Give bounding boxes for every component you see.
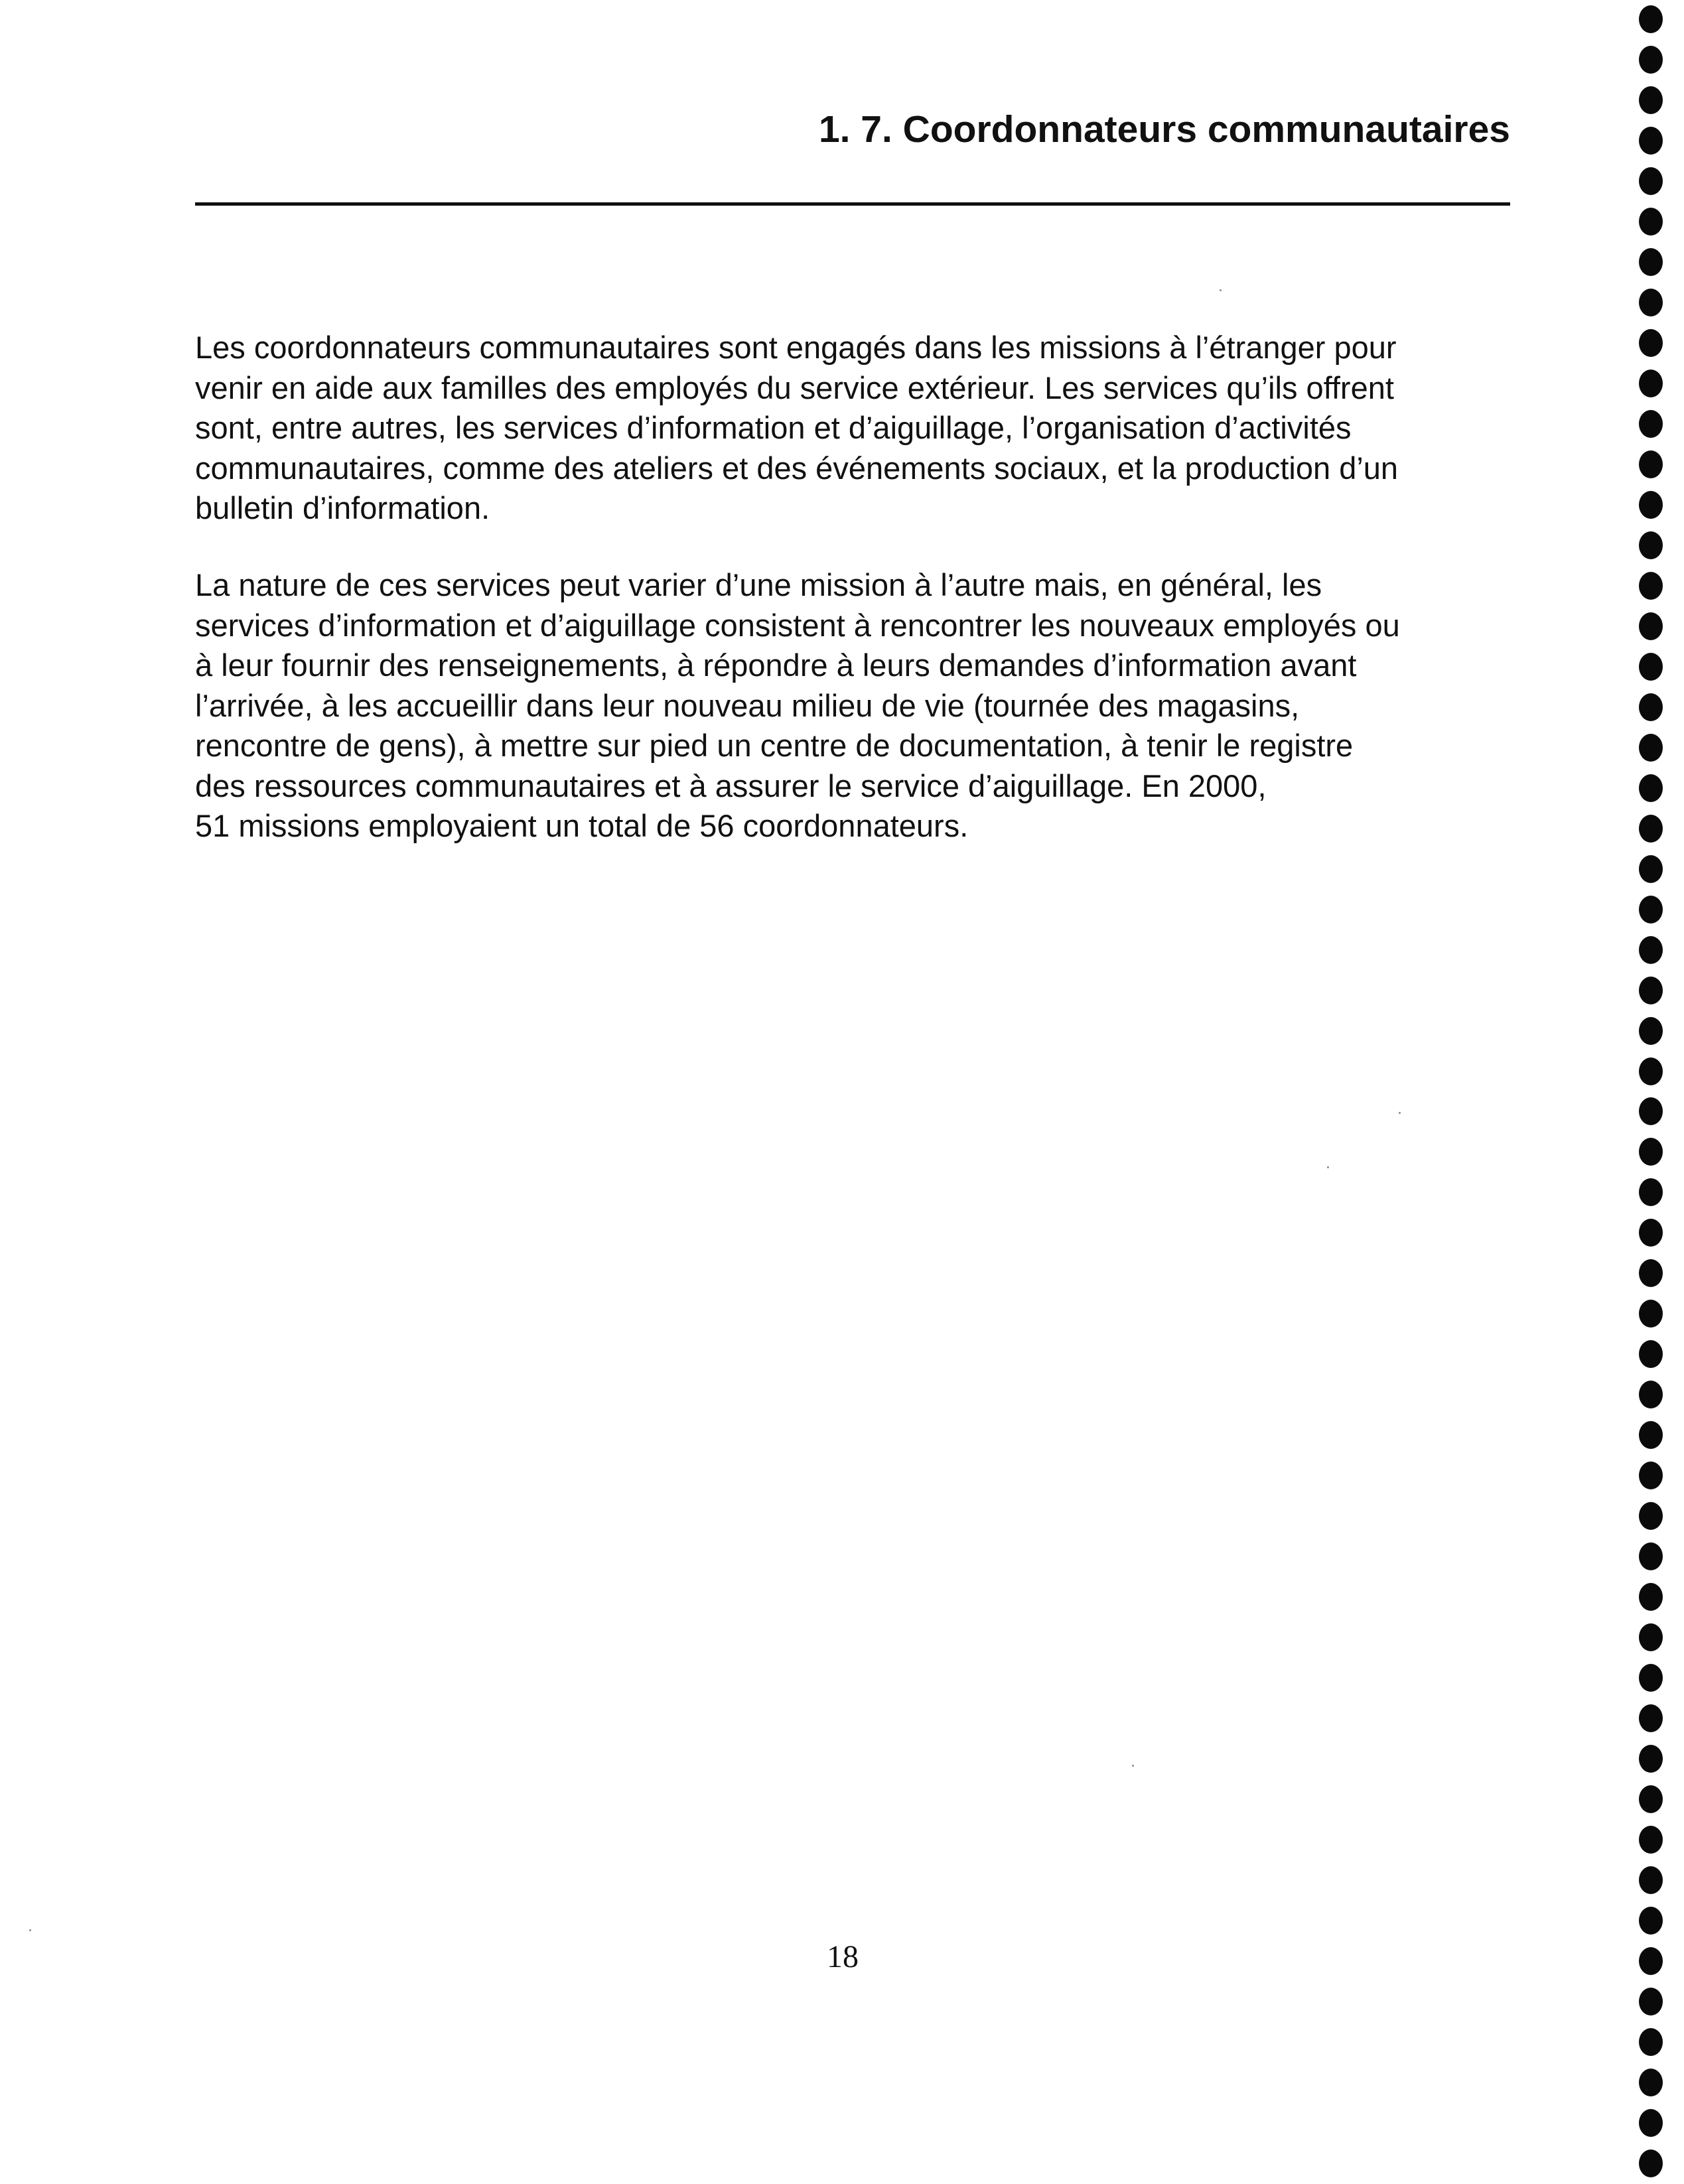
page-number: 18 — [827, 1939, 859, 1974]
binding-hole — [1639, 2109, 1663, 2137]
spiral-binding-holes — [1639, 0, 1665, 2184]
binding-hole — [1639, 936, 1663, 964]
binding-hole — [1639, 1785, 1663, 1813]
scan-speck — [1220, 289, 1222, 291]
binding-hole — [1639, 1017, 1663, 1045]
binding-hole — [1639, 167, 1663, 195]
binding-hole — [1639, 1381, 1663, 1408]
binding-hole — [1639, 572, 1663, 600]
binding-hole — [1639, 896, 1663, 923]
binding-hole — [1639, 208, 1663, 236]
binding-hole — [1639, 450, 1663, 478]
binding-hole — [1639, 329, 1663, 357]
binding-hole — [1639, 653, 1663, 681]
binding-hole — [1639, 977, 1663, 1004]
binding-hole — [1639, 248, 1663, 276]
binding-hole — [1639, 46, 1663, 74]
binding-hole — [1639, 370, 1663, 397]
binding-hole — [1639, 734, 1663, 762]
binding-hole — [1639, 1462, 1663, 1489]
binding-hole — [1639, 855, 1663, 883]
binding-hole — [1639, 1259, 1663, 1287]
binding-hole — [1639, 1947, 1663, 1975]
binding-hole — [1639, 1866, 1663, 1894]
binding-hole — [1639, 1623, 1663, 1651]
binding-hole — [1639, 1178, 1663, 1206]
binding-hole — [1639, 1907, 1663, 1935]
binding-hole — [1639, 289, 1663, 316]
binding-hole — [1639, 1583, 1663, 1611]
binding-hole — [1639, 1097, 1663, 1125]
binding-hole — [1639, 410, 1663, 438]
binding-hole — [1639, 127, 1663, 155]
binding-hole — [1639, 815, 1663, 843]
binding-hole — [1639, 2028, 1663, 2056]
binding-hole — [1639, 2150, 1663, 2177]
binding-hole — [1639, 1219, 1663, 1247]
scan-speck — [1399, 1112, 1401, 1114]
binding-hole — [1639, 1421, 1663, 1449]
binding-hole — [1639, 1300, 1663, 1328]
binding-hole — [1639, 612, 1663, 640]
binding-hole — [1639, 1988, 1663, 2015]
binding-hole — [1639, 5, 1663, 33]
binding-hole — [1639, 86, 1663, 114]
binding-hole — [1639, 1704, 1663, 1732]
heading-rule — [195, 202, 1510, 206]
binding-hole — [1639, 1745, 1663, 1773]
scan-speck — [29, 1929, 31, 1931]
binding-hole — [1639, 1138, 1663, 1166]
binding-hole — [1639, 1058, 1663, 1085]
binding-hole — [1639, 1664, 1663, 1692]
body-paragraph-2: La nature de ces services peut varier d’une mission à l’autre mais, en général, les services d’information et d’aiguillage consistent à rencontrer les nouveaux employés ou à leur fournir des renseignements, à répondre à leurs demandes d’information avant l’arrivée, à les accueillir dans leur nouveau milieu de vie (tournée des magasins, rencontre de gens), à mettre sur pied un centre de documentation, à tenir le registre des ressources communautaires et à assurer le service d’aiguillage. En 2000, 51 missions employaient un total de 56 coordonnateurs. — [195, 567, 1400, 843]
binding-hole — [1639, 491, 1663, 519]
binding-hole — [1639, 1340, 1663, 1368]
body-paragraph-1: Les coordonnateurs communautaires sont engagés dans les missions à l’étranger pour venir en aide aux familles des employés du service extérieur. Les services qu’ils offrent sont, entre autres, les services d’information et d’aiguillage, l’organisation d’activités communautaires, comme des ateliers et des événements sociaux, et la production d’un bulletin d’information. — [195, 330, 1399, 525]
section-heading: 1. 7. Coordonnateurs communautaires — [818, 108, 1510, 151]
binding-hole — [1639, 2069, 1663, 2096]
binding-hole — [1639, 774, 1663, 802]
binding-hole — [1639, 1502, 1663, 1530]
scan-speck — [1327, 1166, 1329, 1168]
binding-hole — [1639, 1826, 1663, 1854]
scan-speck — [1132, 1765, 1134, 1767]
binding-hole — [1639, 1542, 1663, 1570]
binding-hole — [1639, 531, 1663, 559]
binding-hole — [1639, 693, 1663, 721]
